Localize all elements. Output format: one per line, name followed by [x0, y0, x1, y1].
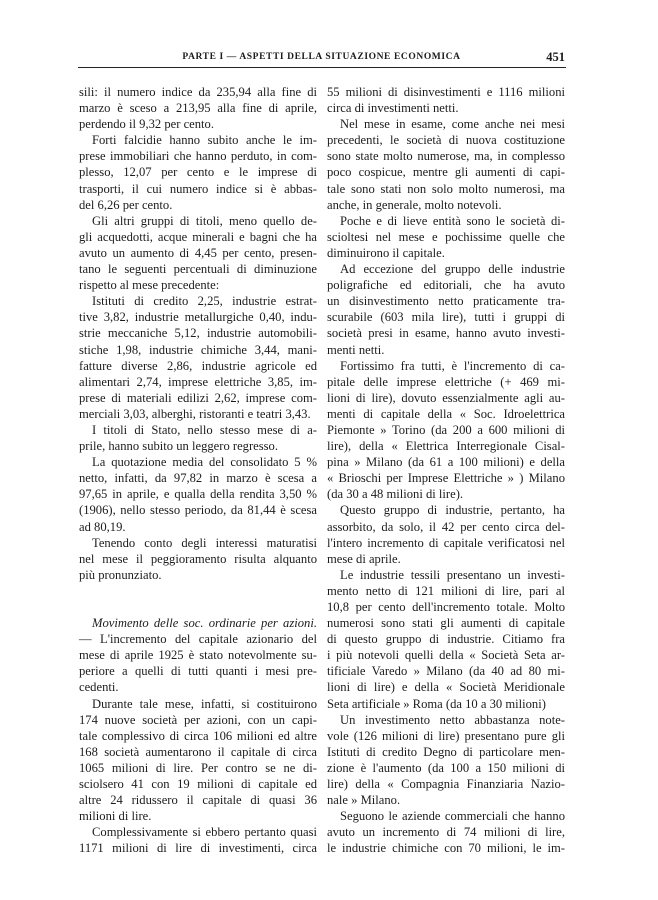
- text-line: (1906), nello stesso periodo, da 81,44 è scesa: [79, 503, 317, 518]
- text-line: anche, in generale, molto notevoli.: [327, 197, 502, 212]
- text-line: 1171 milioni di lire di investimenti, circa: [79, 841, 317, 856]
- text-line: Istituti di credito Degno di particolare men-: [327, 744, 565, 759]
- text-line: più pronunziato.: [79, 567, 162, 582]
- running-header: [78, 50, 565, 64]
- text-line: di questo gruppo di industrie. Citiamo fra: [327, 632, 565, 647]
- text-line: Le industrie tessili presentano un investi-: [340, 567, 565, 582]
- text-line: mese di aprile.: [327, 551, 401, 566]
- paragraph: [79, 84, 317, 132]
- text-line: Seta artificiale » Roma (da 10 a 30 milioni): [327, 696, 546, 711]
- paragraph: [79, 824, 317, 856]
- text-line: Gli altri gruppi di titoli, meno quello de-: [92, 213, 317, 228]
- text-line: Questo gruppo di industrie, pertanto, ha: [340, 503, 565, 518]
- text-line: scurabile (603 mila lire), tutti i gruppi di: [327, 310, 565, 325]
- text-line: periore a quelli di tutti quanti i mesi pre-: [79, 664, 317, 679]
- text-line: Un investimento netto abbastanza note-: [340, 712, 565, 727]
- text-line: milioni di lire.: [79, 809, 152, 824]
- text-line: trasporti, il cui numero indice si è abbas-: [79, 181, 317, 196]
- paragraph: [327, 712, 565, 809]
- text-line: perdendo il 9,32 per cento.: [79, 117, 214, 132]
- text-line: diminuirono il capitale.: [327, 245, 445, 260]
- text-line: mese di aprile 1925 è stato notevolmente su-: [79, 648, 317, 663]
- text-line: poligrafiche ed editoriali, che ha avuto: [327, 278, 565, 293]
- text-line: gli acquedotti, acque minerali e bagni che ha: [79, 229, 317, 244]
- text-line: stiche 1,98, industrie chimiche 3,44, mani-: [79, 342, 317, 357]
- text-line: nel mese il peggioramento risulta alquanto: [79, 551, 317, 566]
- text-line: 174 nuove società per azioni, con un capi-: [79, 712, 317, 727]
- left-column: [79, 84, 317, 857]
- text-line: del 6,26 per cento.: [79, 197, 173, 212]
- text-line: lioni di lire) e della « Società Meridionale: [327, 680, 565, 695]
- text-line: Nel mese in esame, come anche nei mesi: [340, 117, 565, 132]
- text-line: fatture diverse 2,86, industrie agricole ed: [79, 358, 317, 373]
- text-line: prese immobiliari che hanno perduto, in com-: [79, 149, 317, 164]
- text-line: numerosi sono stati gli aumenti di capitale: [327, 616, 565, 631]
- paragraph: [79, 293, 317, 422]
- paragraph: [79, 213, 317, 293]
- text-line: Durante tale mese, infatti, si costituirono: [92, 696, 317, 711]
- text-line: lire) della « Compagnia Finanziaria Nazio-: [327, 777, 565, 792]
- text-line: ad 80,19.: [79, 519, 126, 534]
- section-gap: [79, 583, 317, 615]
- text-line: Seguono le aziende commerciali che hanno: [340, 809, 565, 824]
- running-title: PARTE I — ASPETTI DELLA SITUAZIONE ECONOMICA: [182, 52, 461, 62]
- text-line: avuto un aumento di 4,45 per cento, presen-: [79, 245, 317, 260]
- text-line: Ad eccezione del gruppo delle industrie: [340, 262, 565, 277]
- paragraph: [327, 213, 565, 261]
- text-line: 168 società aumentarono il capitale di circa: [79, 744, 317, 759]
- text-line: lioni di lire), dovuto essenzialmente agli au-: [327, 390, 565, 405]
- text-line: scioltesi nel mese e pochissime quelle che: [327, 229, 565, 244]
- text-line: mento netto di 121 milioni di lire, pari al: [327, 583, 565, 598]
- paragraph: [327, 84, 565, 116]
- text-line: — L'incremento del capitale azionario del: [79, 632, 317, 647]
- header-rule: [78, 67, 566, 68]
- text-line: precedenti, le società di nuova costituzione: [327, 133, 565, 148]
- right-column: [327, 84, 565, 857]
- text-line: strie meccaniche 5,12, industrie automobili-: [79, 326, 317, 341]
- text-line: Tenendo conto degli interessi maturatisi: [92, 535, 317, 550]
- text-line: sciolsero 41 con 19 milioni di capitale ed: [79, 777, 317, 792]
- text-line: 1065 milioni di lire. Per contro se ne di-: [79, 760, 317, 775]
- text-line: prese di materiali edilizi 2,62, imprese com-: [79, 390, 317, 405]
- text-line: tale complessivo di circa 106 milioni ed altre: [79, 728, 317, 743]
- paragraph: [327, 116, 565, 213]
- paragraph: [327, 358, 565, 503]
- text-line: Complessivamente si ebbero pertanto quasi: [92, 825, 317, 840]
- text-line: netto, infatti, da 97,82 in marzo è scesa a: [79, 471, 317, 486]
- text-line: prile, hanno subito un leggero regresso.: [79, 439, 279, 454]
- text-line: società presi in esame, hanno avuto investi-: [327, 326, 565, 341]
- text-line: tano le seguenti percentuali di diminuzione: [79, 262, 317, 277]
- text-line: l'intero incremento di capitale verificatosi nel: [327, 535, 565, 550]
- text-line: sili: il numero indice da 235,94 alla fine di: [79, 85, 317, 99]
- text-line: I titoli di Stato, nello stesso mese di a-: [92, 422, 317, 437]
- paragraph: [327, 808, 565, 856]
- section-paragraph: [79, 615, 317, 695]
- text-line: un disinvestimento netto praticamente tra-: [327, 294, 565, 309]
- paragraph: [79, 422, 317, 454]
- text-line: avuto un incremento di 74 milioni di lire,: [327, 825, 565, 840]
- text-line: le industrie chimiche con 70 milioni, le im-: [327, 841, 565, 856]
- text-line: Piemonte » Torino (da 200 a 600 milioni di: [327, 422, 565, 437]
- text-line: assorbito, da solo, il 42 per cento circa del-: [327, 519, 565, 534]
- text-line: rispetto al mese precedente:: [79, 278, 220, 293]
- text-line: merciali 3,03, alberghi, ristoranti e teatri 3,43.: [79, 406, 311, 421]
- text-line: altre 24 ridussero il capitale di quasi 36: [79, 793, 317, 808]
- text-line: marzo è sceso a 213,95 alla fine di aprile,: [79, 101, 317, 116]
- text-line: pitale delle imprese elettriche (+ 469 mi-: [327, 374, 565, 389]
- text-line: alimentari 2,74, imprese elettriche 3,85, im-: [79, 374, 317, 389]
- text-line: pina » Milano (da 61 a 100 milioni) e della: [327, 455, 565, 470]
- text-line: cedenti.: [79, 680, 119, 695]
- paragraph: [79, 535, 317, 583]
- page-number: 451: [546, 50, 565, 64]
- text-line: circa di investimenti netti.: [327, 101, 459, 116]
- text-line: sono state molto numerose, ma, in complesso: [327, 149, 565, 164]
- text-line: poco cospicue, mentre gli aumenti di capi-: [327, 165, 565, 180]
- paragraph: [79, 132, 317, 212]
- text-line: « Brioschi per Imprese Elettriche » ) Milano: [327, 471, 565, 486]
- paragraph: [327, 261, 565, 358]
- paragraph: [327, 502, 565, 566]
- text-line: nale » Milano.: [327, 793, 401, 808]
- text-line: Istituti di credito 2,25, industrie estrat-: [92, 294, 317, 309]
- paragraph: [79, 696, 317, 825]
- text-line: zione è l'aumento (da 100 a 150 milioni di: [327, 760, 565, 775]
- text-line: i più notevoli quelli della « Società Seta ar-: [327, 648, 565, 663]
- paragraph: [327, 567, 565, 712]
- text-line: 10,8 per cento dell'incremento totale. Molto: [327, 600, 565, 614]
- text-line: Poche e di lieve entità sono le società di-: [340, 213, 565, 228]
- paragraph: [79, 454, 317, 534]
- text-line: Forti falcidie hanno subito anche le im-: [92, 133, 317, 148]
- text-line: tificiale Varedo » Milano (da 40 ad 80 mi-: [327, 664, 565, 679]
- text-line: menti di capitale della « Soc. Idroelettrica: [327, 406, 565, 421]
- text-line: lire), della « Elettrica Interregionale Cisal-: [327, 439, 565, 454]
- text-line: tive 3,82, industrie metallurgiche 0,40, indu-: [79, 310, 317, 325]
- section-heading-line: Movimento delle soc. ordinarie per azioni.: [92, 616, 317, 631]
- text-line: La quotazione media del consolidato 5 %: [92, 455, 317, 470]
- text-line: tale sono stati non solo molto numerosi, ma: [327, 181, 565, 196]
- text-line: (da 30 a 48 milioni di lire).: [327, 487, 464, 502]
- text-line: plesso, 12,07 per cento e le imprese di: [79, 165, 317, 180]
- text-line: vole (126 milioni di lire) presentano pure gli: [327, 728, 565, 743]
- text-line: Fortissimo fra tutti, è l'incremento di ca-: [340, 358, 565, 373]
- text-line: menti netti.: [327, 342, 385, 357]
- text-line: 97,65 in aprile, e qualla della rendita 3,50 %: [79, 487, 317, 502]
- text-line: 55 milioni di disinvestimenti e 1116 milioni: [327, 85, 565, 99]
